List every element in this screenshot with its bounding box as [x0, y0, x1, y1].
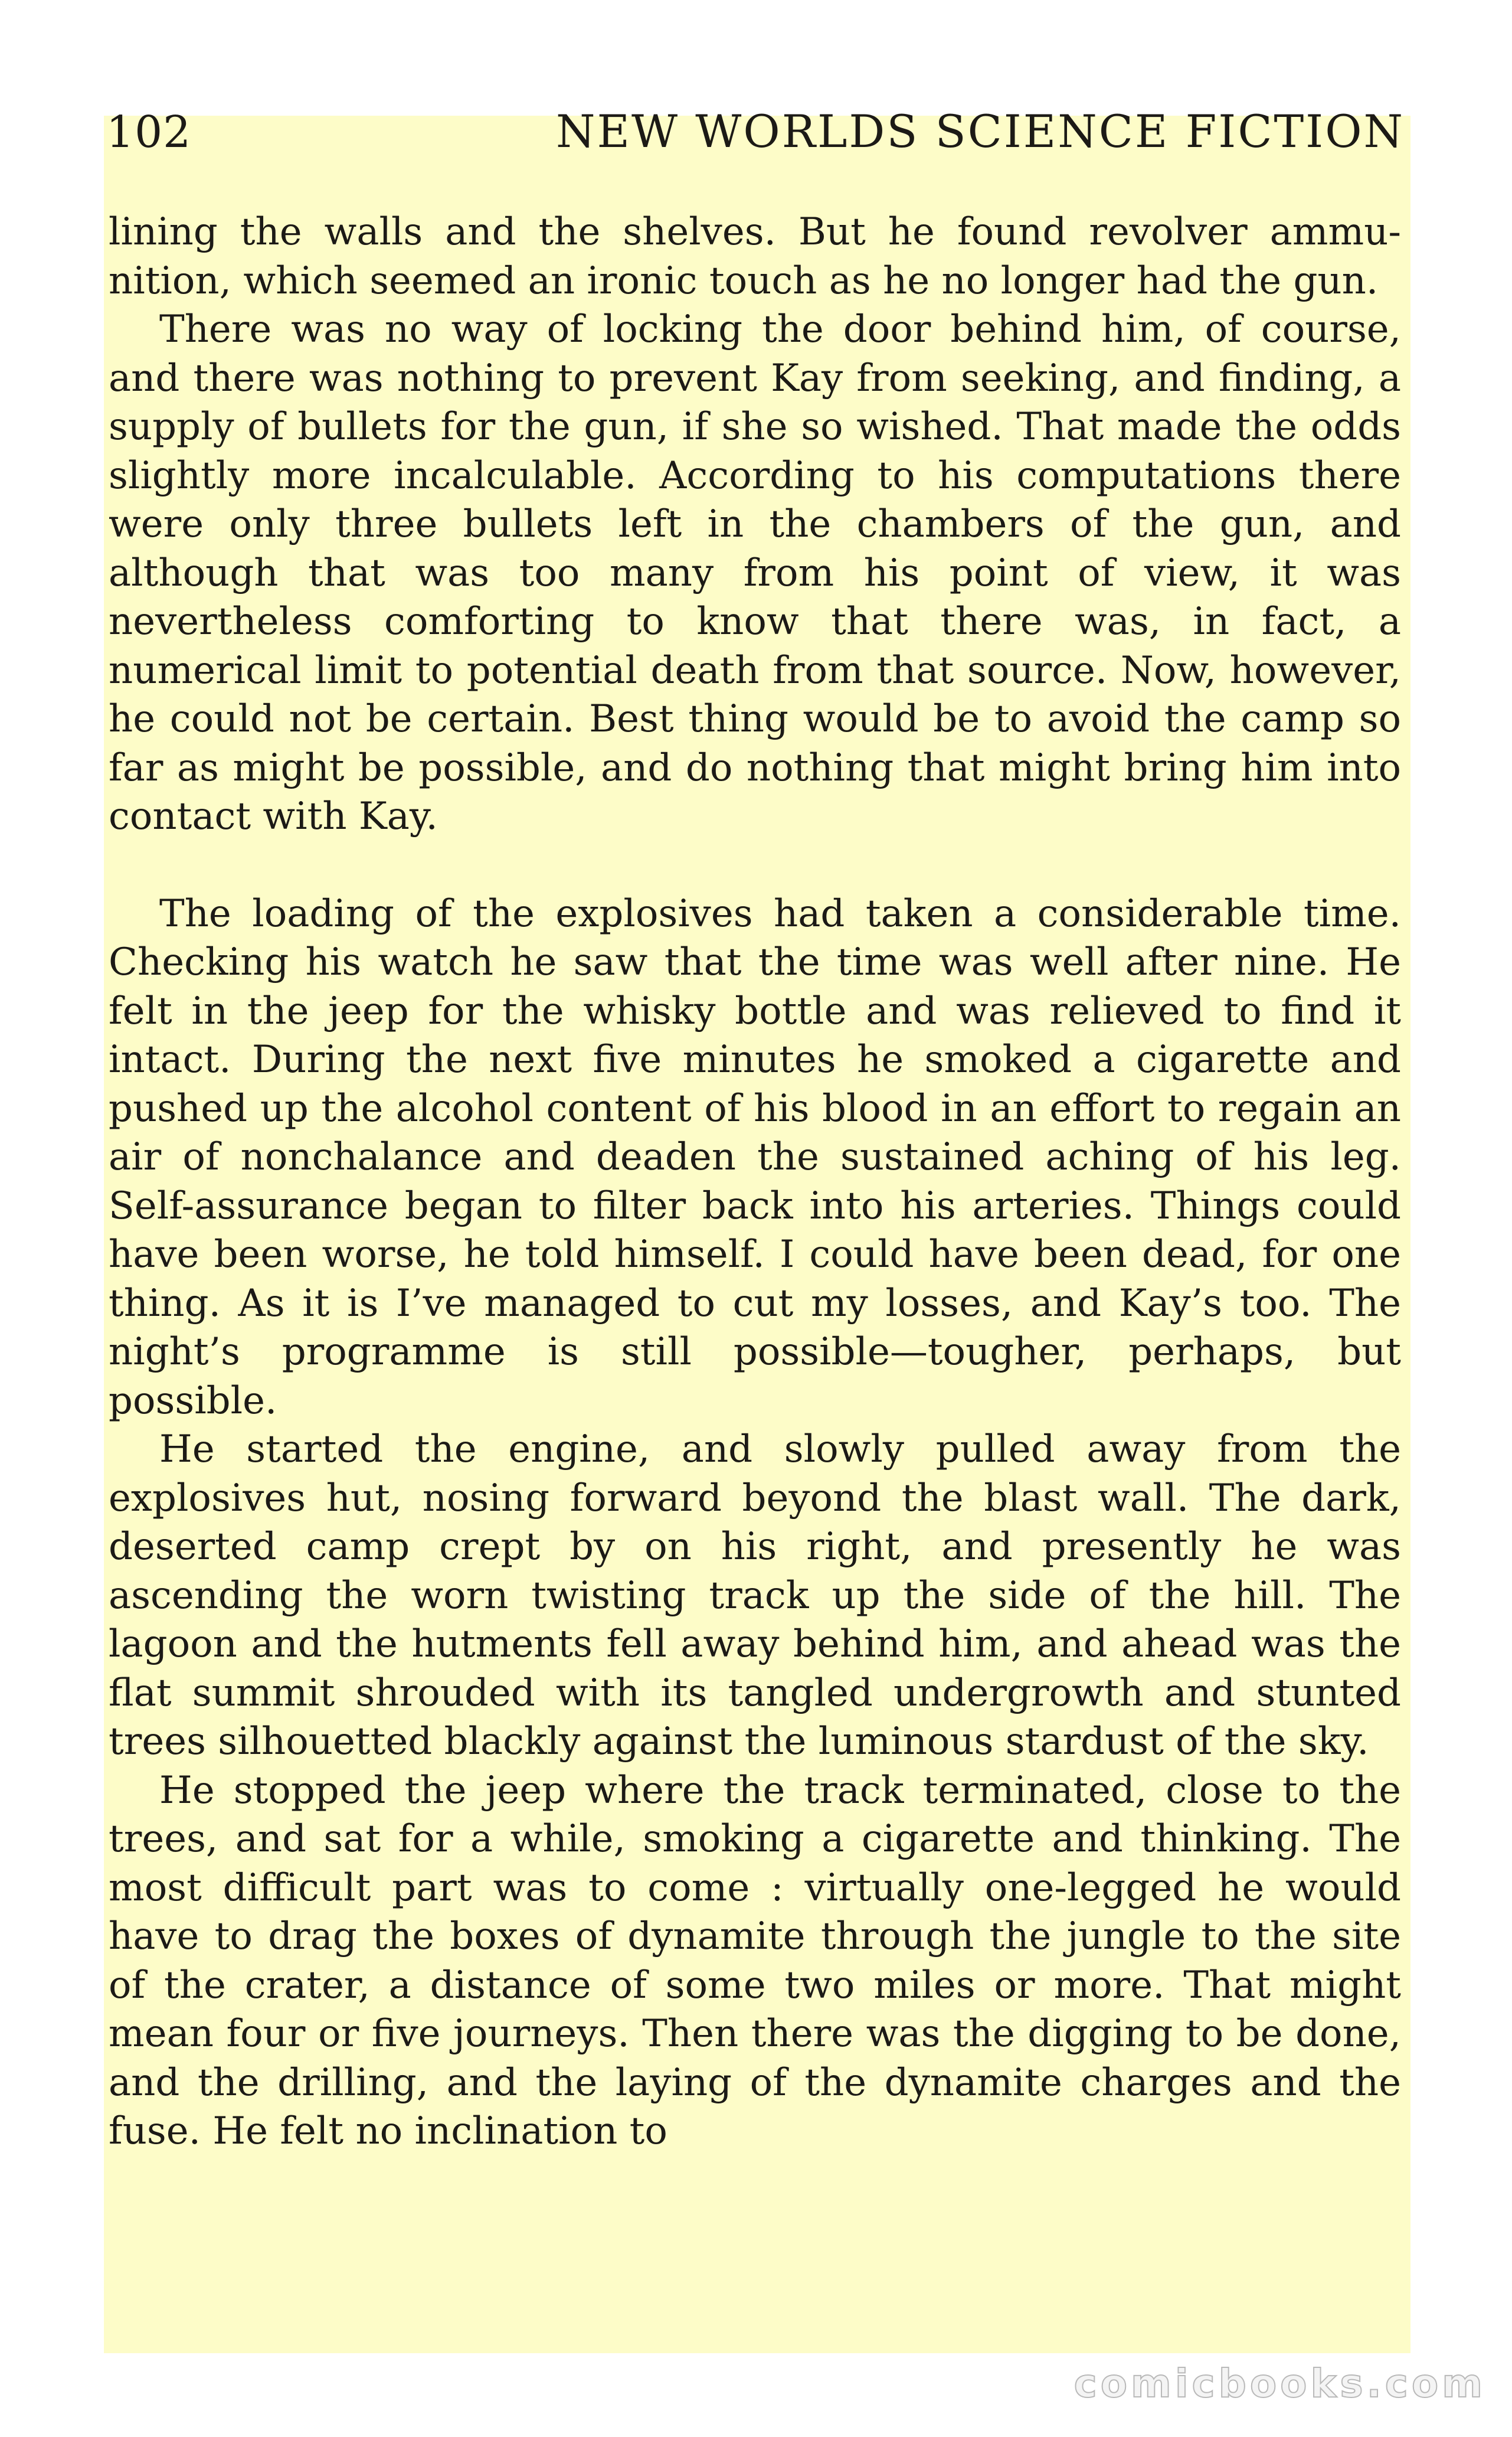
page-header	[106, 105, 1405, 176]
body-text	[109, 208, 1401, 2156]
running-title: NEW WORLDS SCIENCE FICTION	[556, 105, 1405, 158]
page-number: 102	[106, 107, 192, 158]
paragraph: He started the engine, and slowly pulled away from the explosives hut, nosing forward beyond the blast wall. The dark, deserted camp crept by on his right, and presently he was ascending the worn twisting track up the side of the hill. The lagoon and the hutments fell away behind him, and ahead was the flat summit shrouded with its tangled undergrowth and stunted trees silhouetted blackly against the luminous stardust of the sky.	[109, 1427, 1401, 1763]
paragraph: There was no way of locking the door behind him, of course, and there was nothing to prevent Kay from seeking, and finding, a supply of bullets for the gun, if she so wished. That made the odds slightly more incalculable. According to his computations there were only three bullets left in the chambers of the gun, and although that was too many from his point of view, it was nevertheless comforting to know that there was, in fact, a numerical limit to potential death from that source. Now, however, he could not be certain. Best thing would be to avoid the camp so far as might be possible, and do nothing that might bring him into contact with Kay.	[109, 308, 1401, 838]
watermark: comicbooks.com	[1074, 2361, 1486, 2406]
paragraph: lining the walls and the shelves. But he found revolver ammunition, which seemed an ironic touch as he no longer had the gun.	[109, 210, 1401, 303]
paragraph: He stopped the jeep where the track terminated, close to the trees, and sat for a while, smoking a cigarette and thinking. The most difficult part was to come : virtually one-legged he would have to drag the boxes of dynamite through the jungle to the site of the crater, a distance of some two miles or more. That might mean four or five journeys. Then there was the digging to be done, and the drilling, and the laying of the dynamite charges and the fuse. He felt no inclination to	[109, 1768, 1401, 2153]
paragraph: The loading of the explosives had taken a considerable time. Checking his watch he saw that the time was well after nine. He felt in the jeep for the whisky bottle and was relieved to find it intact. During the next five minutes he smoked a cigarette and pushed up the alcohol content of his blood in an effort to regain an air of nonchalance and deaden the sustained aching of his leg. Self-assurance began to filter back into his arteries. Things could have been worse, he told himself. I could have been dead, for one thing. As it is I’ve managed to cut my losses, and Kay’s too. The night’s programme is still possible—tougher, perhaps, but possible.	[109, 891, 1401, 1423]
section-break	[109, 841, 1401, 890]
